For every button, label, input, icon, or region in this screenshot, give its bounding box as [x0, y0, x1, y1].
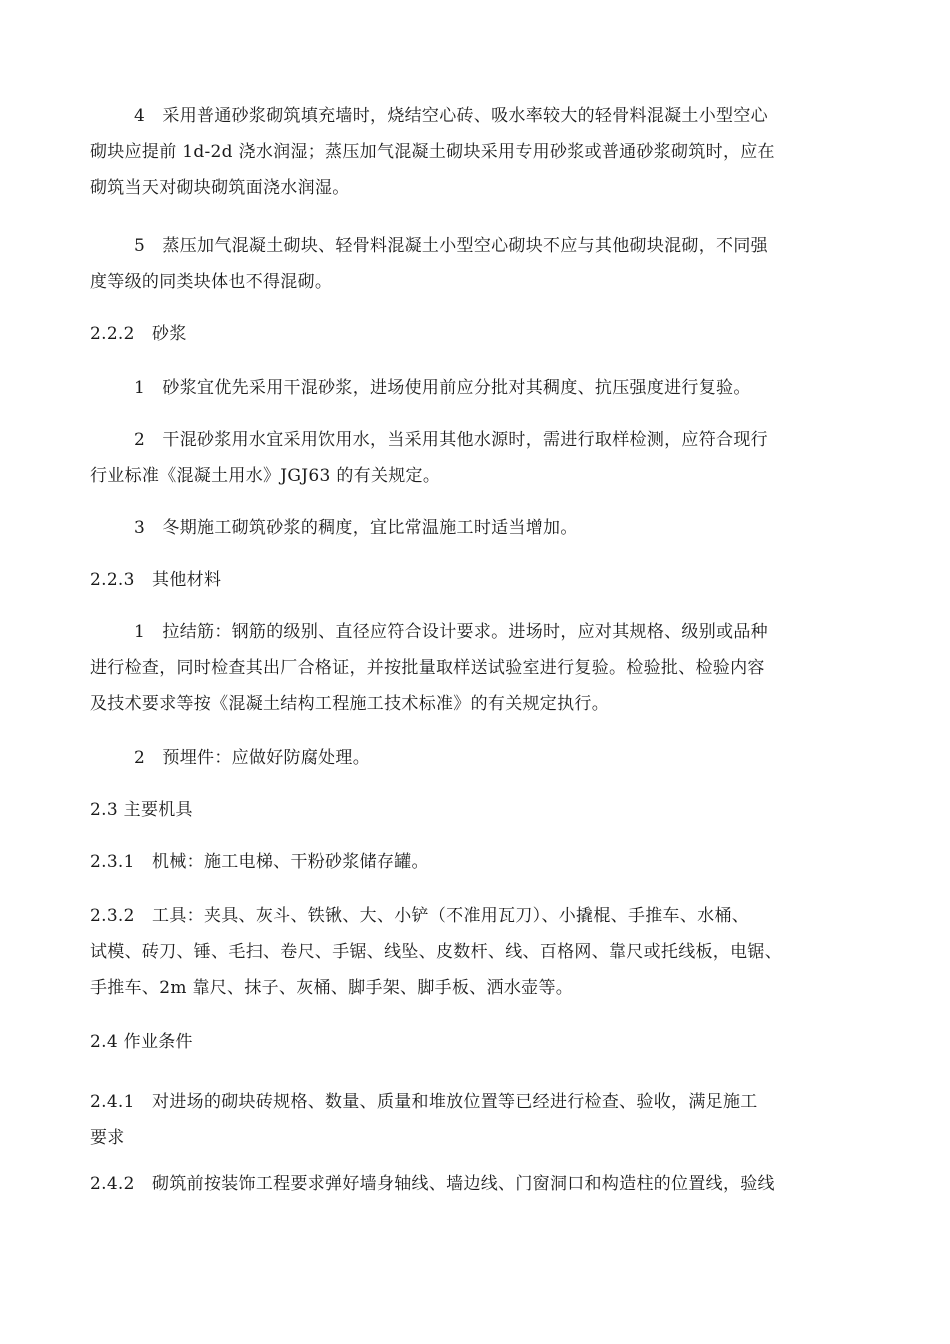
text-line: 砌筑当天对砌块砌筑面浇水润湿。 — [90, 178, 350, 198]
text-line: 4 采用普通砂浆砌筑填充墙时，烧结空心砖、吸水率较大的轻骨料混凝土小型空心 — [134, 106, 768, 126]
text-line: 2.4.1 对进场的砌块砖规格、数量、质量和堆放位置等已经进行检查、验收，满足施工 — [90, 1092, 758, 1112]
text-line: 试模、砖刀、锤、毛扫、卷尺、手锯、线坠、皮数杆、线、百格网、靠尺或托线板，电锯、 — [90, 942, 782, 962]
paragraph-item-5 — [90, 228, 904, 300]
text-line: 2.4.2 砌筑前按装饰工程要求弹好墙身轴线、墙边线、门窗洞口和构造柱的位置线，验线 — [90, 1174, 775, 1194]
section-heading-2-2-2 — [90, 316, 860, 352]
heading-text: 2.2.3 其他材料 — [90, 570, 222, 590]
text-line: 2 干混砂浆用水宜采用饮用水，当采用其他水源时，需进行取样检测，应符合现行 — [134, 430, 768, 450]
text-line: 5 蒸压加气混凝土砌块、轻骨料混凝土小型空心砌块不应与其他砌块混砌，不同强 — [134, 236, 768, 256]
text-line: 行业标准《混凝土用水》JGJ63 的有关规定。 — [90, 466, 441, 486]
text-line: 砌块应提前 1d-2d 浇水润湿；蒸压加气混凝土砌块采用专用砂浆或普通砂浆砌筑时，应在 — [90, 142, 775, 162]
section-heading-2-3 — [90, 792, 860, 828]
paragraph-other-2 — [90, 740, 904, 776]
paragraph-mortar-1 — [90, 370, 904, 406]
text-line: 要求 — [90, 1128, 125, 1148]
text-line: 3 冬期施工砌筑砂浆的稠度，宜比常温施工时适当增加。 — [134, 518, 578, 538]
text-line: 及技术要求等按《混凝土结构工程施工技术标准》的有关规定执行。 — [90, 694, 609, 714]
text-line: 进行检查，同时检查其出厂合格证，并按批量取样送试验室进行复验。检验批、检验内容 — [90, 658, 765, 678]
text-line: 手推车、2m 靠尺、抹子、灰桶、脚手架、脚手板、洒水壶等。 — [90, 978, 574, 998]
text-line: 度等级的同类块体也不得混砌。 — [90, 272, 333, 292]
paragraph-2-4-1 — [90, 1084, 860, 1156]
section-heading-2-4 — [90, 1024, 860, 1060]
section-heading-2-2-3 — [90, 562, 860, 598]
paragraph-item-4 — [90, 98, 904, 206]
text-line: 1 砂浆宜优先采用干混砂浆，进场使用前应分批对其稠度、抗压强度进行复验。 — [134, 378, 751, 398]
heading-text: 2.2.2 砂浆 — [90, 324, 187, 344]
text-line: 2.3.2 工具：夹具、灰斗、铁锹、大、小铲（不准用瓦刀）、小撬棍、手推车、水桶、 — [90, 906, 750, 926]
paragraph-2-3-2 — [90, 898, 860, 1006]
heading-text: 2.3 主要机具 — [90, 800, 193, 820]
heading-text: 2.4 作业条件 — [90, 1032, 193, 1052]
paragraph-2-3-1 — [90, 844, 860, 880]
paragraph-mortar-2 — [90, 422, 904, 494]
paragraph-mortar-3 — [90, 510, 904, 546]
paragraph-2-4-2 — [90, 1166, 860, 1202]
text-line: 1 拉结筋：钢筋的级别、直径应符合设计要求。进场时，应对其规格、级别或品种 — [134, 622, 768, 642]
paragraph-other-1 — [90, 614, 904, 722]
text-line: 2 预埋件：应做好防腐处理。 — [134, 748, 371, 768]
text-line: 2.3.1 机械：施工电梯、干粉砂浆储存罐。 — [90, 852, 429, 872]
